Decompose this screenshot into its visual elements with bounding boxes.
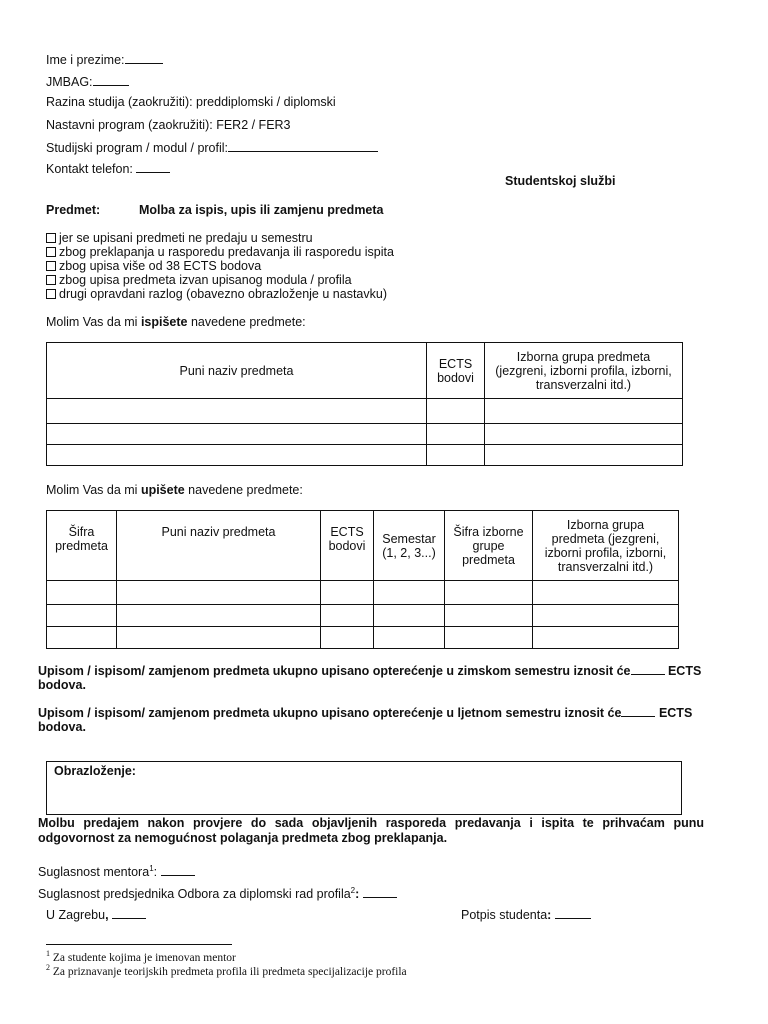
table-cell[interactable] [374, 627, 445, 649]
enroll-header-semester [374, 511, 445, 581]
enroll-header-ects-line: bodovi [328, 539, 366, 553]
reason-checkbox[interactable] [46, 289, 56, 299]
table-cell[interactable] [485, 424, 683, 445]
enroll-header-group-line: izborni profila, izborni, [544, 545, 667, 560]
signature-field: Potpis studenta: [461, 907, 591, 923]
table-row [47, 627, 679, 649]
withdraw-intro-bold: ispišete [140, 315, 188, 329]
enroll-header-group-line: transverzalni itd.) [557, 559, 654, 574]
study-program-field [46, 140, 378, 156]
jmbag-blank[interactable] [93, 74, 129, 86]
table-cell[interactable] [321, 605, 374, 627]
reason-item [46, 259, 261, 274]
enroll-header-group [533, 511, 679, 581]
study-program-blank[interactable] [228, 140, 378, 152]
table-row [47, 399, 683, 424]
enroll-table-header [47, 511, 679, 581]
table-row [47, 581, 679, 605]
place-label: U Zagrebu [46, 908, 106, 922]
enroll-header-ects [321, 511, 374, 581]
mentor-consent-blank[interactable] [161, 864, 195, 876]
reason-label: zbog upisa više od 38 ECTS bodova [59, 259, 262, 273]
table-cell[interactable] [374, 605, 445, 627]
reason-item [46, 273, 352, 288]
place-field: U Zagrebu, [46, 907, 146, 923]
footnote-text: Za studente kojima je imenovan mentor [50, 952, 236, 964]
reason-checkbox[interactable] [46, 275, 56, 285]
table-cell[interactable] [485, 445, 683, 466]
withdraw-table [46, 342, 683, 466]
reason-item [46, 231, 313, 246]
withdraw-header-group [485, 343, 683, 399]
table-row [47, 605, 679, 627]
table-cell[interactable] [533, 627, 679, 649]
footnote-divider [46, 944, 232, 945]
board-consent-blank[interactable] [363, 886, 397, 898]
subject-label: Predmet: [46, 203, 101, 217]
reason-checkbox[interactable] [46, 233, 56, 243]
recipient: Studentskoj službi [505, 174, 616, 188]
phone-field [46, 161, 170, 177]
table-cell[interactable] [47, 581, 117, 605]
enroll-header-code [47, 511, 117, 581]
study-level-line: Razina studija (zaokružiti): preddiplomski / diplomski [46, 95, 336, 109]
phone-blank[interactable] [136, 161, 170, 173]
table-cell[interactable] [47, 605, 117, 627]
withdraw-header-ects-line: bodovi [437, 370, 474, 385]
date-blank[interactable] [112, 907, 146, 919]
winter-load-end: bodova. [38, 678, 86, 692]
footnote-number: 2 [46, 963, 50, 973]
program-line: Nastavni program (zaokružiti): FER2 / FER3 [46, 118, 291, 132]
justification-label: Obrazloženje: [54, 764, 136, 778]
withdraw-intro [46, 315, 306, 330]
reason-label: zbog preklapanja u rasporedu predavanja ili rasporedu ispita [59, 245, 394, 259]
table-cell[interactable] [427, 399, 485, 424]
reason-item [46, 245, 394, 260]
table-cell[interactable] [47, 424, 427, 445]
withdraw-header-name: Puni naziv predmeta [47, 343, 427, 399]
enroll-header-group-code-line: grupe [472, 538, 505, 553]
winter-load-text: Upisom / ispisom/ zamjenom predmeta ukupno upisano opterećenje u zimskom semestru iznosit će [38, 664, 631, 678]
table-cell[interactable] [374, 581, 445, 605]
table-cell[interactable] [47, 627, 117, 649]
table-cell[interactable] [47, 445, 427, 466]
table-cell[interactable] [117, 581, 321, 605]
enroll-intro-text: Molim Vas da mi [46, 483, 141, 497]
enroll-table [46, 510, 679, 649]
winter-load-unit: ECTS [664, 664, 702, 678]
mentor-consent-label: Suglasnost mentora [38, 865, 150, 879]
table-cell[interactable] [445, 627, 533, 649]
declaration: Molbu predajem nakon provjere do sada objavljenih rasporeda predavanja i ispita te prihvaćam punu odgovornost za nemogućnost polaganja predmeta zbog preklapanja. [38, 816, 704, 845]
enroll-header-code-line: predmeta [55, 539, 108, 553]
reason-label: drugi opravdani razlog (obavezno obrazloženje u nastavku) [59, 287, 387, 301]
footnote [46, 965, 407, 980]
withdraw-intro-text: Molim Vas da mi [46, 315, 141, 329]
enroll-intro-bold: upišete [140, 483, 185, 497]
name-blank[interactable] [125, 52, 163, 64]
summer-load-end: bodova. [38, 720, 86, 734]
summer-load-blank[interactable] [621, 705, 655, 717]
jmbag-field [46, 74, 129, 90]
name-field [46, 52, 163, 68]
winter-load-blank[interactable] [631, 663, 665, 675]
table-cell[interactable] [427, 445, 485, 466]
table-cell[interactable] [445, 581, 533, 605]
table-cell[interactable] [427, 424, 485, 445]
withdraw-header-group-line: Izborna grupa predmeta [516, 349, 651, 364]
withdraw-intro-text-end: navedene predmete: [187, 315, 306, 329]
enroll-header-ects-line: ECTS [330, 525, 364, 539]
enroll-header-semester-line: Semestar [382, 531, 436, 546]
summer-load-text: Upisom / ispisom/ zamjenom predmeta ukupno upisano opterećenje u ljetnom semestru iznosit će [38, 706, 622, 720]
enroll-header-group-line: predmeta (jezgreni, [551, 531, 660, 546]
table-cell[interactable] [445, 605, 533, 627]
enroll-header-group-line: Izborna grupa [566, 517, 645, 532]
jmbag-label: JMBAG: [46, 75, 93, 89]
enroll-header-name: Puni naziv predmeta [117, 511, 321, 581]
reason-item [46, 287, 387, 302]
enroll-header-group-code-line: Šifra izborne [453, 524, 524, 539]
footnote-number: 1 [46, 949, 50, 959]
table-cell[interactable] [321, 581, 374, 605]
mentor-footnote-ref: 1 [149, 863, 154, 873]
board-consent-field: Suglasnost predsjednika Odbora za diplomski rad profila$^2$: [38, 886, 397, 902]
justification-box[interactable] [46, 761, 682, 815]
withdraw-header-ects-line: ECTS [438, 356, 473, 371]
enroll-intro-text-end: navedene predmete: [184, 483, 303, 497]
reason-label: jer se upisani predmeti ne predaju u semestru [59, 231, 313, 245]
study-program-label: Studijski program / modul / profil: [46, 141, 229, 155]
table-cell[interactable] [485, 399, 683, 424]
signature-label: Potpis studenta [461, 908, 548, 922]
table-row [47, 424, 683, 445]
mentor-consent-field: Suglasnost mentora$^1$: [38, 864, 195, 880]
table-row [47, 445, 683, 466]
withdraw-header-ects [427, 343, 485, 399]
enroll-header-group-code [445, 511, 533, 581]
footnote-text: Za priznavanje teorijskih predmeta profila ili predmeta specijalizacije profila [50, 966, 407, 978]
table-cell[interactable] [533, 581, 679, 605]
table-cell[interactable] [321, 627, 374, 649]
withdraw-table-header [47, 343, 683, 399]
withdraw-header-group-line: (jezgreni, izborni profila, izborni, [495, 363, 672, 378]
board-footnote-ref: 2 [350, 885, 356, 895]
reason-checkbox[interactable] [46, 247, 56, 257]
table-cell[interactable] [533, 605, 679, 627]
table-cell[interactable] [47, 399, 427, 424]
name-label: Ime i prezime: [46, 53, 125, 67]
subject-text: Molba za ispis, upis ili zamjenu predmeta [139, 203, 384, 217]
phone-label: Kontakt telefon: [46, 162, 133, 176]
winter-load-line [38, 663, 701, 679]
signature-blank[interactable] [555, 907, 591, 919]
footnote [46, 951, 236, 966]
table-cell[interactable] [117, 605, 321, 627]
reason-label: zbog upisa predmeta izvan upisanog modula / profila [59, 273, 352, 287]
summer-load-line [38, 705, 692, 721]
summer-load-unit: ECTS [655, 706, 693, 720]
withdraw-header-group-line: transverzalni itd.) [535, 377, 632, 392]
enroll-header-code-line: Šifra [68, 525, 95, 539]
table-cell[interactable] [117, 627, 321, 649]
board-consent-label: Suglasnost predsjednika Odbora za diplomski rad profila [38, 887, 351, 901]
enroll-header-group-code-line: predmeta [462, 552, 515, 567]
enroll-intro [46, 483, 303, 498]
enroll-header-semester-line: (1, 2, 3...) [382, 545, 436, 560]
reason-checkbox[interactable] [46, 261, 56, 271]
